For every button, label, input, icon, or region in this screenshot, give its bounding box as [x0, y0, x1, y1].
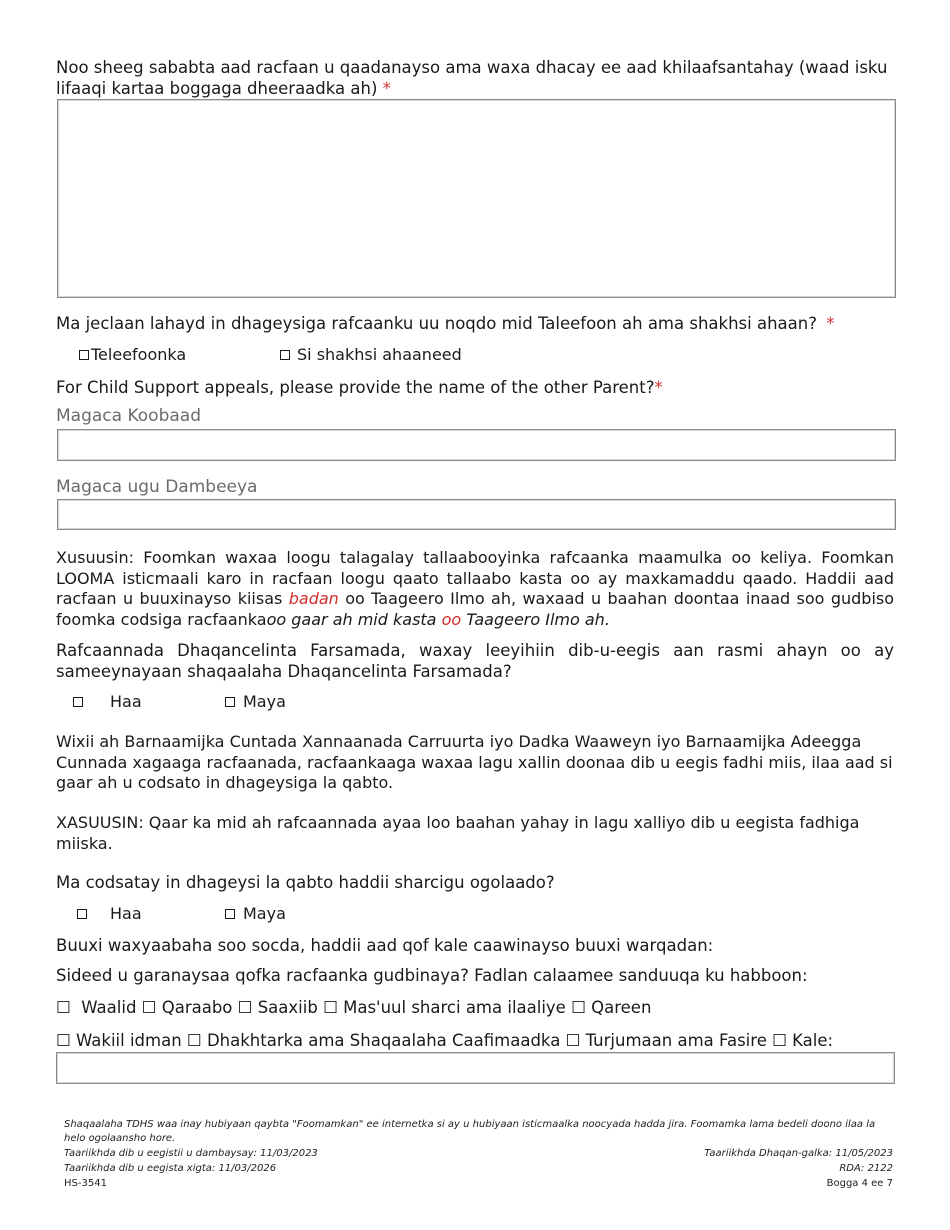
relationship-interpreter-label: Turjumaan ama Fasire [585, 1031, 767, 1050]
reminder-note [56, 548, 894, 630]
reminder-emphasis-oo: oo [441, 609, 462, 629]
checkbox-telephone[interactable] [79, 350, 89, 360]
relationship-authorized-rep-label: Wakiil idman [76, 1031, 182, 1050]
helper-intro: Buuxi waxyaabaha soo socda, haddii aad qof kale caawinayso buuxi warqadan: [56, 936, 714, 955]
footer-form-id: HS-3541 [64, 1178, 107, 1189]
relationship-parent-label: Waalid [81, 998, 137, 1017]
option-telephone-label: Teleefoonka [91, 345, 187, 364]
reason-textarea[interactable] [57, 99, 896, 298]
relationship-row-1 [56, 997, 894, 1018]
option-in-person[interactable] [280, 345, 462, 364]
checkbox-in-person[interactable] [280, 350, 290, 360]
footer-effective-date: Taariikhda Dhaqan-galka: 11/05/2023 [704, 1148, 893, 1159]
option-hearing-no-label: Maya [243, 904, 286, 923]
hearing-request-question: Ma codsatay in dhageysi la qabto haddii sharcigu ogolaado? [56, 873, 555, 892]
checkbox-friend[interactable]: ☐ [237, 998, 253, 1017]
last-name-label: Magaca ugu Dambeeya [56, 477, 258, 497]
checkbox-medical[interactable]: ☐ [186, 1031, 202, 1050]
reminder-emphasis-badan: badan [288, 589, 339, 608]
option-hearing-yes[interactable] [77, 904, 142, 923]
footer-disclaimer: Shaqaalaha TDHS waa inay hubiyaan qaybta "Foomamkan" ee internetka si ay u hubiyaan isticmaalka noocyada hadda jira. Foomamka lama bedeli doono ilaa la helo ogolaansho hore. [64, 1119, 876, 1144]
required-mark: * [382, 79, 391, 98]
reason-question-text: Noo sheeg sababta aad racfaan u qaadanayso ama waxa dhacay ee aad khilaafsantahay (waad isku lifaaqi kartaa boggaga dheeraadka ah) [56, 58, 888, 98]
vocational-rehab-question: Rafcaannada Dhaqancelinta Farsamada, waxay leeyihiin dib-u-eegis aan rasmi ahayn oo ay sameeynayaan shaqaalaha Dhaqancelinta Farsamada? [56, 641, 894, 681]
relationship-row-2 [56, 1030, 894, 1051]
relationship-medical-label: Dhakhtarka ama Shaqaalaha Caafimaadka [206, 1031, 561, 1050]
reminder-text-3: oo gaar ah mid kasta [266, 609, 437, 629]
checkbox-relative[interactable]: ☐ [141, 998, 157, 1017]
helper-relationship-question: Sideed u garanaysaa qofka racfaanka gudbinaya? Fadlan calaamee sanduuqa ku habboon: [56, 966, 808, 985]
relationship-relative-label: Qaraabo [161, 998, 233, 1017]
checkbox-interpreter[interactable]: ☐ [565, 1031, 581, 1050]
relationship-other-label: Kale: [792, 1031, 834, 1050]
last-name-input[interactable] [57, 499, 896, 530]
desk-review-reminder: XASUUSIN: Qaar ka mid ah rafcaannada ayaa loo baahan yahay in lagu xalliyo dib u eegista fadhiga miiska. [56, 813, 860, 853]
relationship-other-input[interactable] [56, 1052, 895, 1084]
checkbox-hearing-no[interactable] [225, 909, 235, 919]
option-vr-yes[interactable] [73, 692, 142, 711]
option-in-person-label: Si shakhsi ahaaneed [297, 345, 462, 364]
reason-question [56, 57, 894, 99]
checkbox-parent[interactable]: ☐ [56, 998, 71, 1017]
checkbox-authorized-rep[interactable]: ☐ [56, 1031, 71, 1050]
relationship-guardian-label: Mas'uul sharci ama ilaaliye [343, 998, 566, 1017]
checkbox-vr-no[interactable] [225, 697, 235, 707]
required-mark: * [654, 378, 663, 397]
checkbox-guardian[interactable]: ☐ [323, 998, 338, 1017]
other-parent-question-text: For Child Support appeals, please provide the name of the other Parent? [56, 378, 655, 397]
first-name-input[interactable] [57, 429, 896, 461]
option-vr-no[interactable] [225, 692, 286, 711]
other-parent-question [56, 377, 894, 398]
relationship-attorney-label: Qareen [591, 998, 652, 1017]
reminder-text-4: Taageero Ilmo ah. [466, 609, 610, 629]
first-name-label: Magaca Koobaad [56, 406, 201, 426]
checkbox-attorney[interactable]: ☐ [571, 998, 586, 1017]
hearing-type-question-text: Ma jeclaan lahayd in dhageysiga rafcaanku uu noqdo mid Taleefoon ah ama shakhsi ahaan? [56, 314, 817, 333]
option-vr-yes-label: Haa [110, 692, 142, 711]
footer-last-review: Taariikhda dib u eegistii u dambaysay: 11/03/2023 [64, 1148, 318, 1159]
checkbox-other[interactable]: ☐ [772, 1031, 787, 1050]
footer-next-review: Taariikhda dib u eegista xigta: 11/03/2026 [64, 1163, 277, 1174]
reminder-lead: Xusuusin: [56, 548, 135, 567]
option-vr-no-label: Maya [243, 692, 286, 711]
reminder-text-2: oo Taageero Ilmo ah, waxaad u baahan doontaa inaad soo gudbiso foomka codsiga racfaanka [56, 589, 895, 629]
checkbox-hearing-yes[interactable] [77, 909, 87, 919]
footer-page-number: Bogga 4 ee 7 [826, 1178, 893, 1189]
food-program-info: Wixii ah Barnaamijka Cuntada Xannaanada Carruurta iyo Dadka Waaweyn iyo Barnaamijka Adeegga Cunnada xagaaga racfaanada, racfaankaaga waxaa lagu xallin doonaa dib u eegis fadhi miis, ilaa aad si gaar ah u codsato in dhageysiga la qabto. [56, 732, 893, 792]
checkbox-vr-yes[interactable] [73, 697, 83, 707]
reminder-text-1: Foomkan waxaa loogu talagalay tallaabooyinka rafcaanka maamulka oo keliya. Foomkan LOOMA isticmaali karo in racfaan loogu qaato tallaabo kasta oo ay maxkamaddu qaado. Haddii aad racfaan u buuxinayso kiisas [56, 548, 894, 608]
required-mark: * [826, 314, 835, 333]
relationship-friend-label: Saaxiib [257, 998, 318, 1017]
footer-rda: RDA: 2122 [839, 1163, 893, 1174]
option-hearing-no[interactable] [225, 904, 286, 923]
option-hearing-yes-label: Haa [110, 904, 142, 923]
option-telephone[interactable] [79, 345, 186, 364]
hearing-type-question [56, 313, 894, 334]
